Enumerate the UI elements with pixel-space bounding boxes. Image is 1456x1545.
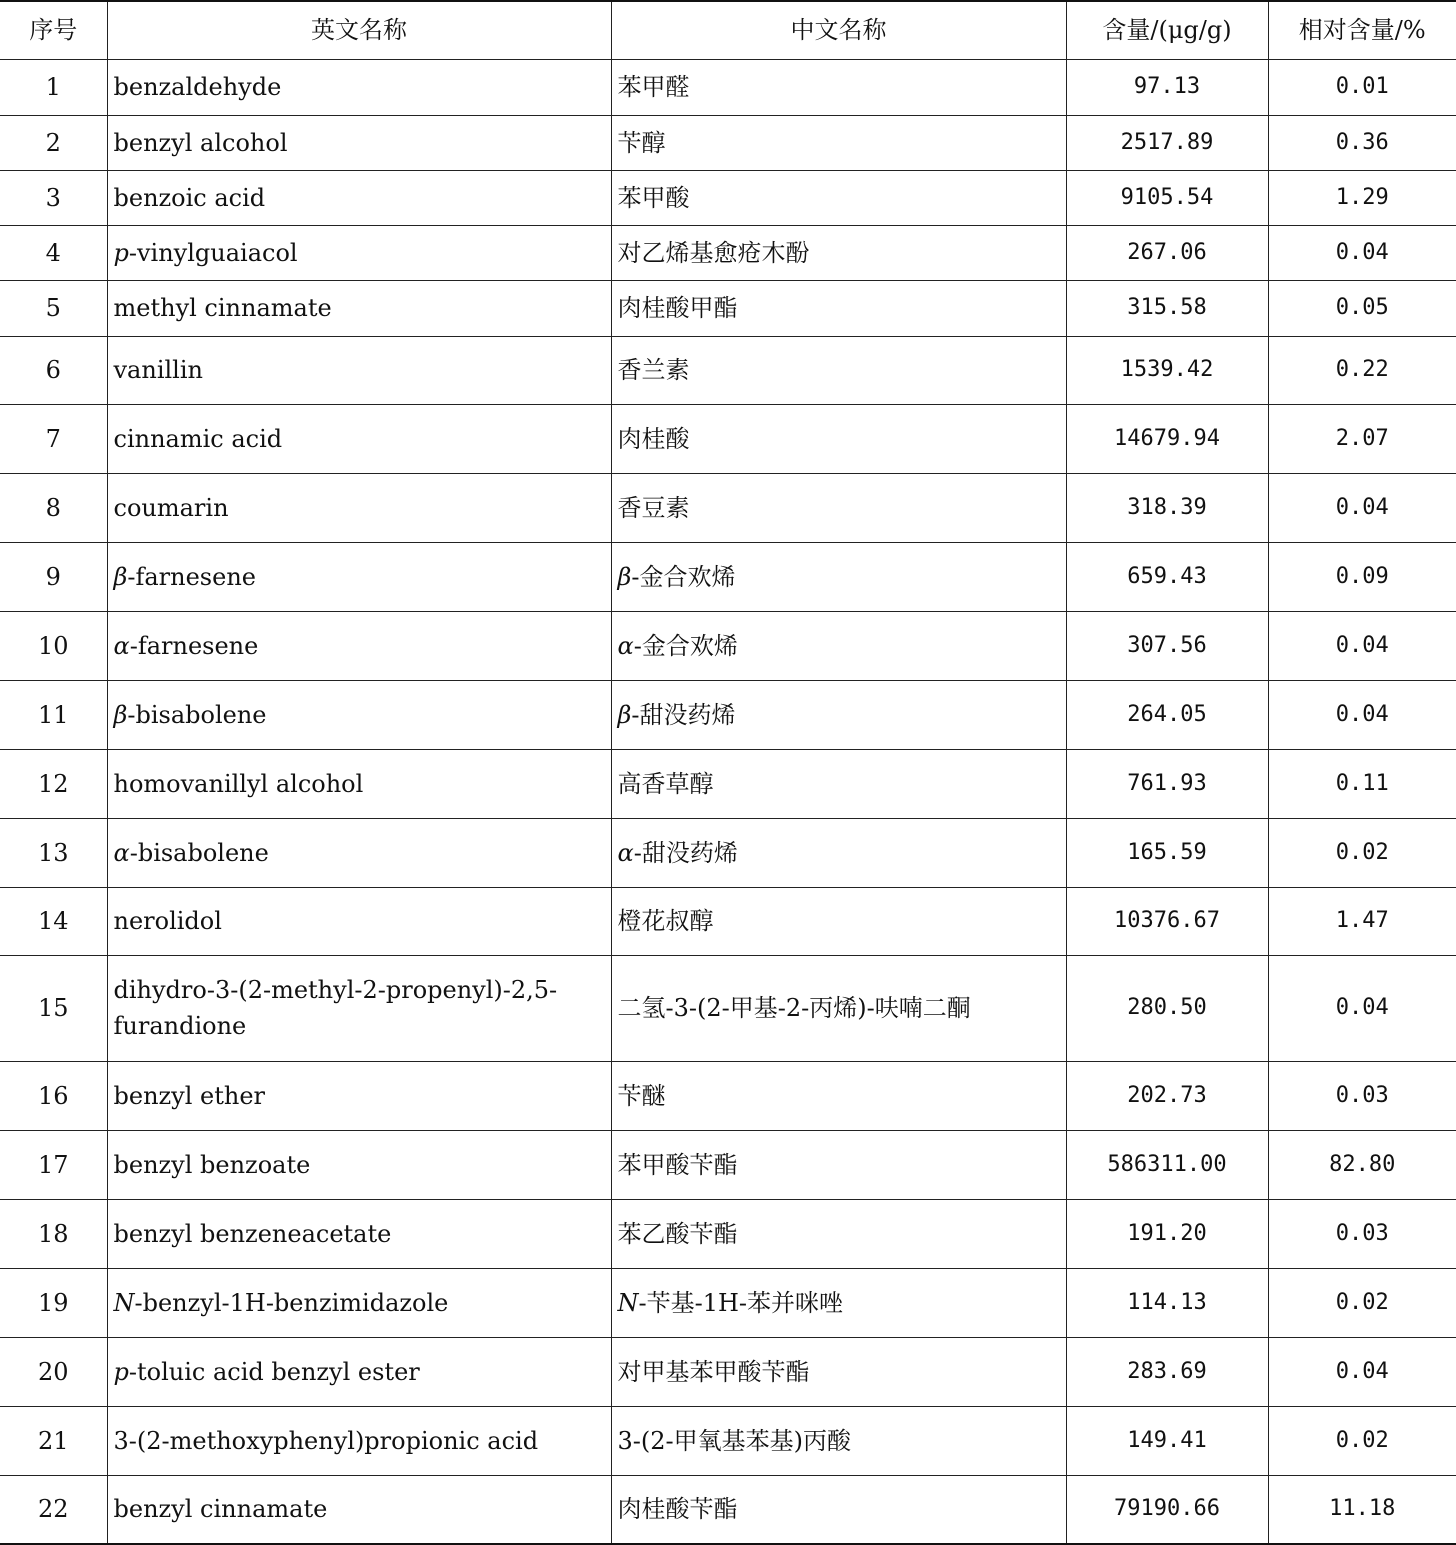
- cell-amount: 14679.94: [1066, 404, 1268, 473]
- cell-amount: 9105.54: [1066, 170, 1268, 225]
- cell-chinese-text: -苄基-1H-苯并咪唑: [638, 1288, 844, 1317]
- cell-chinese-name: [611, 404, 1066, 473]
- cell-amount: 165.59: [1066, 818, 1268, 887]
- table-row: [0, 280, 1456, 336]
- cell-chinese-text: -甜没药烯: [631, 700, 736, 729]
- cell-amount: 586311.00: [1066, 1130, 1268, 1199]
- cell-english-text: benzoic acid: [113, 183, 266, 212]
- cell-chinese-prefix: α: [617, 838, 634, 867]
- table-row: [0, 1337, 1456, 1406]
- cell-english-prefix: α: [113, 631, 130, 660]
- cell-english-text: benzaldehyde: [113, 73, 282, 101]
- cell-no: 14: [0, 887, 107, 955]
- cell-chinese-text: 二氢-3-(2-甲基-2-丙烯)-呋喃二酮: [617, 994, 971, 1022]
- table-body: [0, 59, 1456, 1544]
- cell-relative-amount: 0.04: [1268, 225, 1456, 280]
- cell-relative-amount: 0.04: [1268, 1337, 1456, 1406]
- cell-no: 4: [0, 225, 107, 280]
- cell-chinese-text: -金合欢烯: [631, 562, 736, 591]
- cell-english-name: [107, 1268, 611, 1337]
- cell-relative-amount: 1.29: [1268, 170, 1456, 225]
- cell-english-name: [107, 170, 611, 225]
- cell-english-text: dihydro-3-(2-methyl-2-propenyl)-2,5-furandione: [113, 976, 558, 1040]
- cell-english-name: [107, 115, 611, 170]
- cell-english-name: [107, 1061, 611, 1130]
- cell-chinese-text: 香豆素: [617, 493, 690, 522]
- cell-chinese-prefix: N: [617, 1288, 639, 1317]
- cell-no: 15: [0, 955, 107, 1061]
- cell-relative-amount: 0.02: [1268, 818, 1456, 887]
- cell-relative-amount: 2.07: [1268, 404, 1456, 473]
- header-amount: 含量/(μg/g): [1066, 1, 1268, 59]
- cell-chinese-name: [611, 1475, 1066, 1544]
- table-row: [0, 59, 1456, 115]
- table-row: [0, 1406, 1456, 1475]
- cell-english-name: [107, 1130, 611, 1199]
- cell-chinese-name: [611, 1337, 1066, 1406]
- cell-chinese-text: 橙花叔醇: [617, 907, 714, 935]
- cell-english-text: benzyl benzoate: [113, 1150, 311, 1179]
- cell-chinese-text: 苯甲酸苄酯: [617, 1150, 738, 1179]
- table-row: [0, 336, 1456, 404]
- table-row: [0, 818, 1456, 887]
- cell-relative-amount: 0.04: [1268, 955, 1456, 1061]
- cell-no: 20: [0, 1337, 107, 1406]
- cell-no: 19: [0, 1268, 107, 1337]
- cell-chinese-text: 高香草醇: [617, 769, 714, 798]
- cell-english-name: [107, 225, 611, 280]
- cell-english-prefix: N: [113, 1288, 135, 1317]
- cell-english-name: [107, 818, 611, 887]
- cell-relative-amount: 0.04: [1268, 680, 1456, 749]
- cell-english-text: vanillin: [113, 356, 203, 384]
- table-row: [0, 225, 1456, 280]
- cell-no: 9: [0, 542, 107, 611]
- cell-english-prefix: β: [113, 700, 128, 729]
- table-row: [0, 542, 1456, 611]
- table-row: [0, 749, 1456, 818]
- cell-english-text: -bisabolene: [127, 700, 267, 729]
- cell-english-text: methyl cinnamate: [113, 294, 332, 322]
- cell-chinese-name: [611, 955, 1066, 1061]
- cell-amount: 280.50: [1066, 955, 1268, 1061]
- cell-amount: 114.13: [1066, 1268, 1268, 1337]
- cell-no: 21: [0, 1406, 107, 1475]
- cell-english-text: benzyl cinnamate: [113, 1495, 328, 1524]
- header-english-name: 英文名称: [107, 1, 611, 59]
- cell-no: 16: [0, 1061, 107, 1130]
- cell-chinese-name: [611, 1199, 1066, 1268]
- cell-chinese-text: 苯乙酸苄酯: [617, 1219, 738, 1248]
- cell-chinese-text: 对乙烯基愈疮木酚: [617, 238, 810, 267]
- header-chinese-name: 中文名称: [611, 1, 1066, 59]
- cell-relative-amount: 0.11: [1268, 749, 1456, 818]
- cell-relative-amount: 0.04: [1268, 611, 1456, 680]
- cell-no: 13: [0, 818, 107, 887]
- cell-english-name: [107, 1475, 611, 1544]
- cell-no: 12: [0, 749, 107, 818]
- cell-chinese-text: 肉桂酸: [617, 424, 690, 453]
- cell-amount: 97.13: [1066, 59, 1268, 115]
- table-row: [0, 1475, 1456, 1544]
- cell-english-prefix: β: [113, 562, 128, 591]
- cell-english-text: -benzyl-1H-benzimidazole: [134, 1288, 449, 1317]
- cell-chinese-name: [611, 1130, 1066, 1199]
- cell-english-prefix: p: [113, 1357, 129, 1386]
- cell-amount: 2517.89: [1066, 115, 1268, 170]
- table-row: [0, 887, 1456, 955]
- cell-english-name: [107, 473, 611, 542]
- cell-relative-amount: 0.02: [1268, 1406, 1456, 1475]
- cell-no: 7: [0, 404, 107, 473]
- cell-english-name: [107, 955, 611, 1061]
- cell-no: 8: [0, 473, 107, 542]
- table-row: [0, 404, 1456, 473]
- cell-english-text: -bisabolene: [129, 838, 269, 867]
- cell-chinese-name: [611, 1061, 1066, 1130]
- cell-amount: 264.05: [1066, 680, 1268, 749]
- cell-english-text: -farnesene: [127, 562, 256, 591]
- cell-relative-amount: 0.36: [1268, 115, 1456, 170]
- table-row: [0, 115, 1456, 170]
- cell-amount: 149.41: [1066, 1406, 1268, 1475]
- cell-chinese-text: 对甲基苯甲酸苄酯: [617, 1357, 810, 1386]
- cell-chinese-name: [611, 749, 1066, 818]
- cell-chinese-name: [611, 59, 1066, 115]
- cell-no: 5: [0, 280, 107, 336]
- cell-english-name: [107, 680, 611, 749]
- cell-english-name: [107, 336, 611, 404]
- cell-relative-amount: 11.18: [1268, 1475, 1456, 1544]
- cell-english-name: [107, 1337, 611, 1406]
- cell-no: 10: [0, 611, 107, 680]
- cell-amount: 1539.42: [1066, 336, 1268, 404]
- cell-english-name: [107, 1199, 611, 1268]
- cell-chinese-text: 肉桂酸苄酯: [617, 1495, 738, 1524]
- table-header-row: [0, 1, 1456, 59]
- cell-relative-amount: 0.04: [1268, 473, 1456, 542]
- cell-chinese-text: -金合欢烯: [633, 631, 738, 660]
- cell-amount: 761.93: [1066, 749, 1268, 818]
- cell-chinese-prefix: β: [617, 700, 632, 729]
- cell-english-name: [107, 749, 611, 818]
- table-row: [0, 1061, 1456, 1130]
- cell-english-name: [107, 611, 611, 680]
- cell-chinese-text: 苄醚: [617, 1081, 666, 1110]
- cell-english-text: nerolidol: [113, 907, 222, 935]
- cell-relative-amount: 1.47: [1268, 887, 1456, 955]
- cell-relative-amount: 0.05: [1268, 280, 1456, 336]
- cell-chinese-name: [611, 1268, 1066, 1337]
- cell-english-name: [107, 404, 611, 473]
- cell-no: 11: [0, 680, 107, 749]
- cell-english-text: homovanillyl alcohol: [113, 769, 364, 798]
- cell-english-prefix: α: [113, 838, 130, 867]
- table-row: [0, 1130, 1456, 1199]
- table-row: [0, 1268, 1456, 1337]
- table-row: [0, 473, 1456, 542]
- cell-english-prefix: p: [113, 238, 129, 267]
- cell-chinese-text: 苯甲醛: [617, 73, 690, 101]
- cell-english-name: [107, 280, 611, 336]
- cell-english-text: -vinylguaiacol: [128, 238, 298, 267]
- cell-no: 1: [0, 59, 107, 115]
- cell-amount: 318.39: [1066, 473, 1268, 542]
- cell-chinese-prefix: α: [617, 631, 634, 660]
- cell-amount: 79190.66: [1066, 1475, 1268, 1544]
- cell-english-text: -farnesene: [129, 631, 259, 660]
- cell-relative-amount: 0.03: [1268, 1061, 1456, 1130]
- header-no: 序号: [0, 1, 107, 59]
- cell-english-text: benzyl ether: [113, 1081, 266, 1110]
- cell-relative-amount: 0.02: [1268, 1268, 1456, 1337]
- cell-chinese-text: -甜没药烯: [633, 838, 738, 867]
- cell-chinese-text: 3-(2-甲氧基苯基)丙酸: [617, 1426, 851, 1455]
- cell-no: 2: [0, 115, 107, 170]
- cell-chinese-name: [611, 680, 1066, 749]
- table-row: [0, 680, 1456, 749]
- cell-chinese-name: [611, 170, 1066, 225]
- cell-english-text: -toluic acid benzyl ester: [128, 1357, 420, 1386]
- cell-relative-amount: 0.22: [1268, 336, 1456, 404]
- cell-amount: 10376.67: [1066, 887, 1268, 955]
- cell-amount: 315.58: [1066, 280, 1268, 336]
- cell-amount: 202.73: [1066, 1061, 1268, 1130]
- cell-amount: 307.56: [1066, 611, 1268, 680]
- cell-relative-amount: 0.01: [1268, 59, 1456, 115]
- cell-amount: 267.06: [1066, 225, 1268, 280]
- table-row: [0, 611, 1456, 680]
- cell-no: 22: [0, 1475, 107, 1544]
- cell-chinese-text: 香兰素: [617, 356, 690, 384]
- cell-chinese-name: [611, 225, 1066, 280]
- cell-chinese-name: [611, 818, 1066, 887]
- cell-no: 3: [0, 170, 107, 225]
- cell-english-name: [107, 887, 611, 955]
- cell-english-name: [107, 59, 611, 115]
- cell-chinese-text: 苯甲酸: [617, 183, 690, 212]
- cell-english-text: benzyl alcohol: [113, 128, 288, 157]
- table-row: [0, 1199, 1456, 1268]
- table-row: [0, 955, 1456, 1061]
- cell-english-text: coumarin: [113, 493, 229, 522]
- cell-amount: 191.20: [1066, 1199, 1268, 1268]
- cell-english-text: cinnamic acid: [113, 424, 283, 453]
- cell-english-text: benzyl benzeneacetate: [113, 1219, 392, 1248]
- cell-relative-amount: 0.09: [1268, 542, 1456, 611]
- cell-chinese-name: [611, 336, 1066, 404]
- cell-chinese-text: 肉桂酸甲酯: [617, 294, 738, 322]
- cell-no: 6: [0, 336, 107, 404]
- cell-chinese-name: [611, 542, 1066, 611]
- cell-chinese-prefix: β: [617, 562, 632, 591]
- cell-chinese-name: [611, 473, 1066, 542]
- cell-chinese-name: [611, 887, 1066, 955]
- cell-english-name: [107, 542, 611, 611]
- cell-chinese-name: [611, 115, 1066, 170]
- cell-chinese-name: [611, 611, 1066, 680]
- cell-relative-amount: 82.80: [1268, 1130, 1456, 1199]
- cell-chinese-name: [611, 280, 1066, 336]
- cell-english-name: [107, 1406, 611, 1475]
- cell-english-text: 3-(2-methoxyphenyl)propionic acid: [113, 1426, 539, 1455]
- cell-amount: 283.69: [1066, 1337, 1268, 1406]
- cell-relative-amount: 0.03: [1268, 1199, 1456, 1268]
- cell-no: 17: [0, 1130, 107, 1199]
- cell-chinese-text: 苄醇: [617, 128, 666, 157]
- table-row: [0, 170, 1456, 225]
- cell-chinese-name: [611, 1406, 1066, 1475]
- header-relative-amount: 相对含量/%: [1268, 1, 1456, 59]
- cell-amount: 659.43: [1066, 542, 1268, 611]
- cell-no: 18: [0, 1199, 107, 1268]
